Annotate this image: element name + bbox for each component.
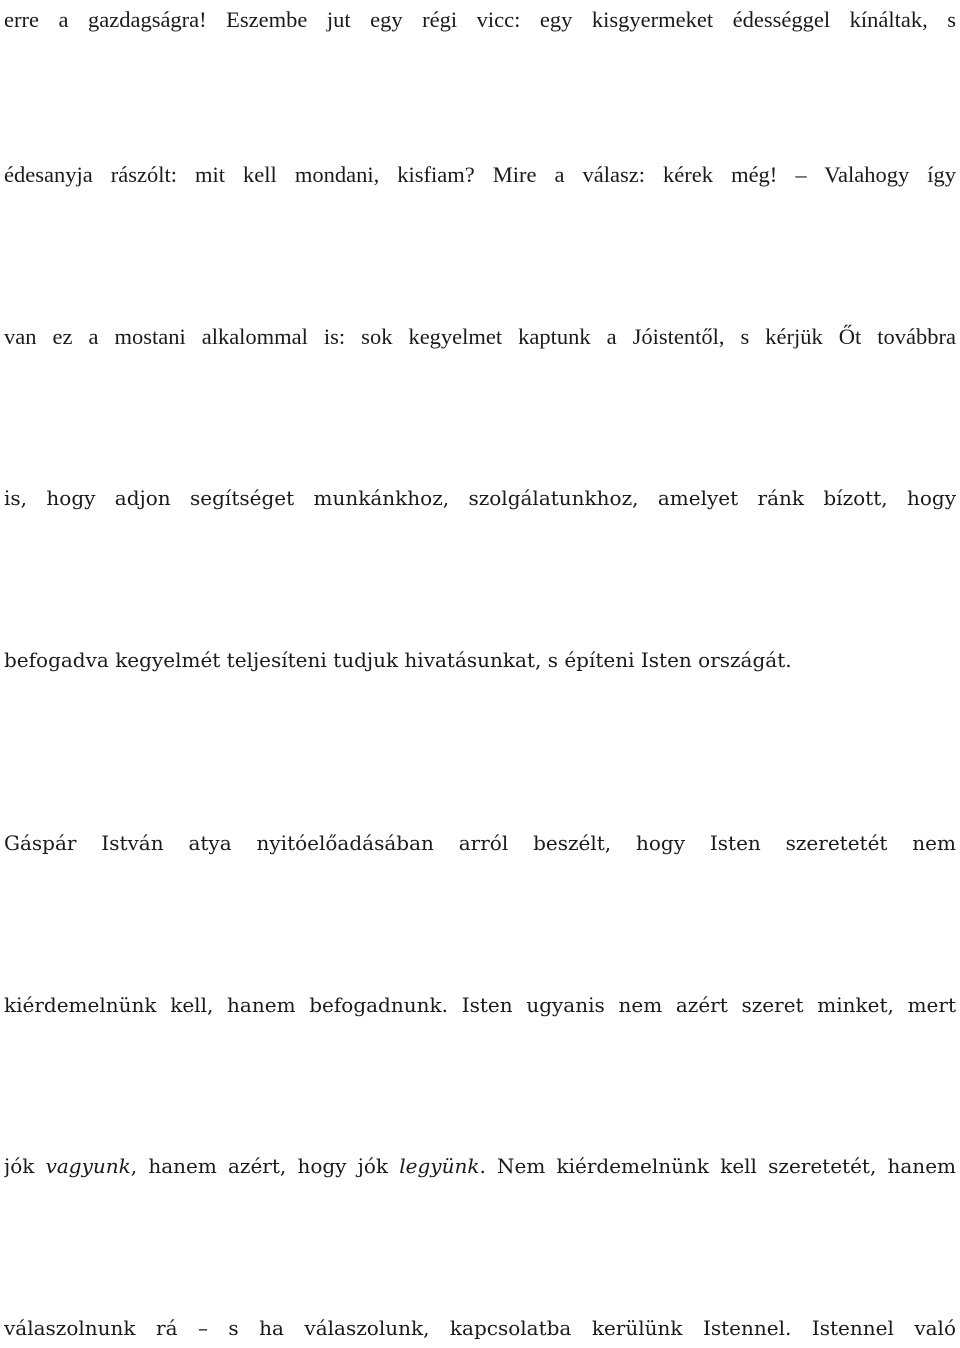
text-line-8-part-1: jók — [4, 1154, 46, 1178]
text-line-5: befogadva kegyelmét teljesíteni tudjuk hivatásunkat, s építeni Isten országát. — [4, 648, 792, 672]
text-line-8 — [4, 1146, 956, 1186]
text-line-3: van ez a mostani alkalommal is: sok kegyelmet kaptunk a Jóistentől, s kérjük Őt továbbra — [4, 324, 956, 349]
italic-word-vagyunk: vagyunk — [45, 1154, 131, 1178]
text-line-1: erre a gazdagságra! Eszembe jut egy régi vicc: egy kisgyermeket édességgel kínáltak, s — [4, 7, 956, 32]
text-line-6: Gáspár István atya nyitóelőadásában arról beszélt, hogy Isten szeretetét nem — [4, 831, 956, 855]
text-line-9: válaszolnunk rá – s ha válaszolunk, kapcsolatba kerülünk Istennel. Istennel való — [4, 1316, 956, 1340]
text-line-4: is, hogy adjon segítséget munkánkhoz, szolgálatunkhoz, amelyet ránk bízott, hogy — [4, 486, 956, 510]
italic-word-legyunk: legyünk — [399, 1154, 480, 1178]
text-line-2: édesanyja rászólt: mit kell mondani, kisfiam? Mire a válasz: kérek még! – Valahogy így — [4, 162, 956, 187]
text-line-7: kiérdemelnünk kell, hanem befogadnunk. Isten ugyanis nem azért szeret minket, mert — [4, 993, 956, 1017]
text-line-8-part-2: , hanem azért, hogy jók — [130, 1154, 400, 1178]
text-line-8-part-3: . Nem kiérdemelnünk kell szeretetét, hanem — [479, 1154, 956, 1178]
